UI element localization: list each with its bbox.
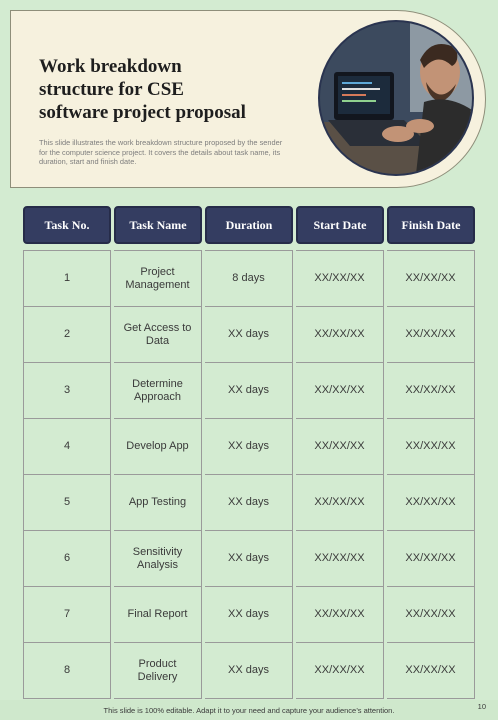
cell-task-no: 7 <box>23 586 111 642</box>
cell-duration: XX days <box>205 362 293 418</box>
cell-finish-date: XX/XX/XX <box>387 530 475 586</box>
person-at-laptop-photo <box>318 20 474 176</box>
table-row <box>23 586 475 642</box>
cell-task-name: Sensitivity Analysis <box>114 530 202 586</box>
cell-task-name: Determine Approach <box>114 362 202 418</box>
cell-duration: XX days <box>205 530 293 586</box>
table-row <box>23 250 475 306</box>
table-row <box>23 474 475 530</box>
cell-task-name: Final Report <box>114 586 202 642</box>
cell-task-name: Project Management <box>114 250 202 306</box>
cell-start-date: XX/XX/XX <box>296 306 384 362</box>
cell-duration: XX days <box>205 306 293 362</box>
footer-note: This slide is 100% editable. Adapt it to your need and capture your audience’s attention. <box>103 706 395 715</box>
cell-finish-date: XX/XX/XX <box>387 418 475 474</box>
page-title: Work breakdown structure for CSE software project proposal <box>39 56 246 123</box>
table-row <box>23 642 475 699</box>
cell-task-no: 2 <box>23 306 111 362</box>
column-header-start-date: Start Date <box>296 206 384 244</box>
cell-task-no: 6 <box>23 530 111 586</box>
page-subtitle: This slide illustrates the work breakdown structure proposed by the sender for the computer science project. It covers the details about task name, its duration, start and finish date. <box>39 138 283 167</box>
cell-start-date: XX/XX/XX <box>296 474 384 530</box>
cell-task-no: 8 <box>23 642 111 699</box>
cell-task-no: 1 <box>23 250 111 306</box>
wbs-table <box>20 206 478 699</box>
cell-finish-date: XX/XX/XX <box>387 474 475 530</box>
cell-finish-date: XX/XX/XX <box>387 250 475 306</box>
page-number: 10 <box>477 702 486 711</box>
table-row <box>23 418 475 474</box>
table-row <box>23 362 475 418</box>
cell-task-no: 3 <box>23 362 111 418</box>
cell-start-date: XX/XX/XX <box>296 530 384 586</box>
cell-start-date: XX/XX/XX <box>296 418 384 474</box>
cell-duration: XX days <box>205 418 293 474</box>
cell-task-name: App Testing <box>114 474 202 530</box>
cell-duration: XX days <box>205 586 293 642</box>
column-header-finish-date: Finish Date <box>387 206 475 244</box>
cell-duration: XX days <box>205 474 293 530</box>
cell-task-no: 4 <box>23 418 111 474</box>
cell-task-name: Product Delivery <box>114 642 202 699</box>
cell-start-date: XX/XX/XX <box>296 586 384 642</box>
column-header-task-no: Task No. <box>23 206 111 244</box>
column-header-duration: Duration <box>205 206 293 244</box>
cell-duration: 8 days <box>205 250 293 306</box>
cell-finish-date: XX/XX/XX <box>387 642 475 699</box>
cell-start-date: XX/XX/XX <box>296 642 384 699</box>
cell-start-date: XX/XX/XX <box>296 362 384 418</box>
cell-task-no: 5 <box>23 474 111 530</box>
table-row <box>23 306 475 362</box>
table-header-row <box>23 206 475 244</box>
cell-finish-date: XX/XX/XX <box>387 306 475 362</box>
cell-finish-date: XX/XX/XX <box>387 362 475 418</box>
cell-task-name: Get Access to Data <box>114 306 202 362</box>
cell-finish-date: XX/XX/XX <box>387 586 475 642</box>
table-row <box>23 530 475 586</box>
column-header-task-name: Task Name <box>114 206 202 244</box>
cell-start-date: XX/XX/XX <box>296 250 384 306</box>
photo-illustration <box>320 22 472 174</box>
cell-task-name: Develop App <box>114 418 202 474</box>
cell-duration: XX days <box>205 642 293 699</box>
